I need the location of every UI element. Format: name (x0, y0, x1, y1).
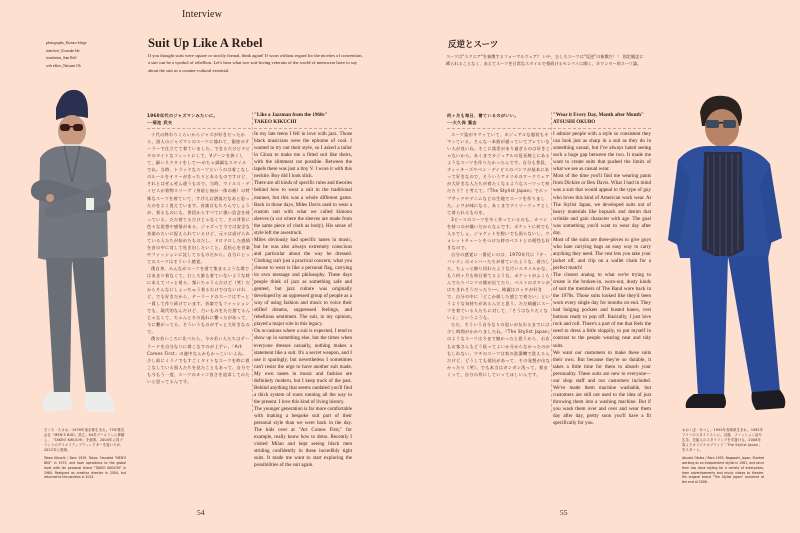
caption-en: Takeo Kikuchi / Born 1939, Tokyo. Founded "MEN'S BIGI" in 1975, and took operations to the global level with his personal brand "TAKEO KIKUCHI" in 1984. Resigned as creative director in 2004, but returned to the position in 2012. (44, 456, 126, 480)
credit-web-editor: web editor_Natsumi Oh (46, 63, 81, 68)
column-divider (147, 128, 251, 129)
section-label: Interview (182, 9, 223, 20)
column-paragraph: 3ピースのスーツを多く作っているのも、カバンを持つのが嫌いだからなんです。ポケットに何でも入るでしょ。ジャケットを脱いでも困らないし、ウォレットチェーンをつけた時のベストとの相性も好きなので。 (447, 216, 550, 250)
column-paragraph: 僕の若いころに比べたら、今の若い人たちはテーラードを自分なりに着こなすのが上手い。「Art Comes First」の連中なんかもかっこいいよね。少し前にミラノでもすごくタイトなスーツを粋に着こなしている黒人たちを見たこともあって、自分でも今もう一度、スーツのカッコ良さを追求してみたいと思ってるんです。 (147, 336, 251, 384)
caption-jp: きくち・たけお／1939年東京都生まれ。75年株式会社「MEN'S BIGI」設立。84年ブーメランに移籍し、「TAKEO KIKUCHI」を創業。2004年に同ブランドのクリエイティブディレクターを退いたが、2012年に復帰。 (44, 428, 125, 453)
column-heading: 何ヶ月も毎日、着ているのがいい。 (447, 113, 519, 118)
column-heading: "Wear it Every Day, Month after Month" (553, 112, 644, 118)
column-paragraph: 自分の感覚に一番近いのは、1970年代に『ザ・バンド』のメンバーたちが着ていたような、着古した、ちょっと擦り切れたような汚いスタイルかな。もう何ヶ月も毎日着てるような、ポケットがふくらんでたりパンツの膝が出てたり、ベストのボタンがはちきれそうだったり──。綺麗はロッチが好きで、自分の中に「どこか崩した感じで着たい」というような気持ちがあるんだと思う。ただ綺麗にスーツを着ている人たちに対して、「そうはなりたくないよ」というような。 (447, 251, 551, 321)
column-paragraph: Miles obviously had specific tastes in music, but he was also always extremely conscious and particular about the way he dressed. Clothing isn't just a practical concern; what you choose to wear is like a personal flag, carrying its own message and philosophy. These days people think of jazz as something safe and genteel, but jazz culture was originally developed by an oppressed group of people as a way of using fashion and music to voice their stifled dreams, suppressed feelings, and rebellious sentiment. The suit, in my opinion, played a major role in this legacy. (254, 236, 352, 328)
photo-atsushi-okubo (668, 90, 793, 425)
interview-column-en-okubo (553, 112, 651, 512)
column-paragraph: I admire people with a style so consistent they can look just as sharp in a suit as they do in something casual, but I've always hated seeing such a huge gap between the two. It made me want to create suits that pushed the limits of what we see as casual wear. (553, 131, 651, 173)
page-number-right: 55 (560, 508, 568, 517)
column-paragraph: The younger generation is far more comfortable with making a bespoke suit part of their personal style than we were back in the day. The kids over at "Art Comes First," for example, really know how to dress. Recently I visited Milan and kept seeing black men striding confidently in these incredibly tight suits. It made me want to start exploring the possibilities of the suit again. (254, 405, 352, 469)
interview-column-en-kikuchi (254, 112, 352, 512)
man-in-grey-suit-illustration (28, 86, 128, 426)
article-title: Suit Up Like A Rebel (148, 36, 263, 50)
column-byline: ──大久保 篤志 (447, 120, 477, 126)
column-paragraph: We want our customers to make these suits their own. But because they're so durable, it takes a little time for them to absorb your personality. These suits are new to everyone—our shop staff and our customers included. We've made them machine washable, but customers are still not used to the idea of just throwing them into a washing machine. But if you wash them over and over and wear them day after day, pretty soon you'll have a fit specifically for you. (553, 349, 651, 427)
credit-translation: translation_Sam Reff (46, 56, 77, 61)
photo-caption-okubo (682, 428, 764, 485)
credit-photographs: photographs_Kiotaro Ichige (46, 41, 87, 45)
photo-takeo-kikuchi (28, 86, 128, 426)
column-byline: ──菊池 武夫 (147, 120, 173, 126)
column-heading: 1960年代のジャズマンみたいに。 (147, 113, 219, 118)
column-separator (252, 112, 253, 412)
column-paragraph: On occasions where a suit is expected, I tend to show up in something else, but the times when everyone dresses casually, nothing makes a statement like a suit. It's a secret weapon, and I use it sparingly, but nevertheless I sometimes can't resist the urge to have another suit made. My own tastes in music and fashion are definitely modern, but I keep track of the past. Behind anything that seems outdated you'll find a thick system of roots running all the way to the present. I love this kind of living history. (254, 328, 352, 405)
interview-column-jp-okubo (447, 112, 551, 512)
column-paragraph: 十代の終わりくらいからジャズが好きだったから、黒人のジャズマンのスーツに憧れて、銀座のテーラーで仕立てて着ていました。できるだけピタピタのタイトなフィットにして、Vゾーンを狭くして、細いネクタイをして──めちゃ細細なスタイルでね。当時、トラッドなスーツというのは着こなしのルールをオリーがきっちりとあるものですけど、それとはぜんぜん違うもので。当時、マイルス・デイビスが着物スリーブ（身頃と袖が一体の袖）の特殊なスーツを着ていて、すげえお洒落だなあと思ったのをよく覚えています。音楽はもちろんでしょうが、着るものにも、普段からすべてに強い信念を持っている。ただ着てるだけじゃなくて、その背景に色々な思想や感情がある。ジャズって今では安全な音楽みたいに捉えられているけど、元々は虐げられている人たちが始めたものだし、ドロドロした感情を音の中に対して吐き出したいこと。反抗心を音楽やファッションに託してるものだから。自分にとってのスーツはそういう感覚。 (147, 132, 251, 264)
column-paragraph: 僕自身、みんながスーツを着て集まるような場ではあまり着なくて。むしろ誰も着ていないような時にあえてパッと着る。頻いちゃうんだけど（笑）だからそんなにしょっちゅう着るわけではないけれど、でも好きだから、テーラードのスーツはずっと一貫して作り続けています。音楽でもファッションでも、現代的なんだけど、古いものをただ捨てるんじゃなくて、ちゃんとその流れに繋ったがあって、今に繋がってる。そういうものがずっと大好きなので。 (147, 265, 251, 335)
column-divider (553, 128, 651, 129)
man-in-blue-suit-illustration (668, 90, 793, 425)
staff-credits (46, 40, 106, 70)
column-paragraph: In my late teens I fell in love with jazz. Those black musicians were the epitome of cool. I wanted to try out their style, so I asked a tailor in Ginza to make me a fitted suit like theirs, with the slimmest cut possible. Between the lapels there was just a tiny V. I wore it with this necktie. Boy did I look slick. (254, 131, 352, 180)
column-paragraph: Most of the time you'll find me wearing pants from Dickies or Ben Davis. What I had in mind was a suit that would appeal to the type of guy who loves this kind of American work wear. At The Stylist Japan, we developed suits out of heavy materials like hopsack and denim that wrinkle and gain character with age. The goal was something you'd want to wear day after day. (553, 173, 651, 236)
caption-en: Atsushi Okubo / Born 1955, Nagasaki, Japan. Started working as an independent stylist in 1981, and since then has done styling for a variety of enterprises, from advertisements and music videos to theatre. His original brand "The Stylist Japan" launched at the end of 2008. (682, 456, 764, 484)
article-title-jp: 反逆とスーツ (448, 40, 499, 50)
credit-interview: interview_Kousuke Ide (46, 48, 80, 53)
column-paragraph: The closest analog to what we're trying to create is the broken-in, worn-out, dusty kinds of suit the members of The Band wore back in the 1970s. Those suits looked like they'd been worn every single day for months on end. They had bulging pockets and busted knees, vest buttons ready to pop off. Basically, I just love rock and roll. There's a part of me that feels the need to dress a little sloppily, to put myself in contrast to the people wearing neat and tidy suits. (553, 272, 651, 349)
column-paragraph: There are all kinds of specific rules and theories behind how to wear a suit in the traditional manner, but this was a whole different game. Back in those days, Miles Davis used to wear a custom suit with what we called kimono sleeves (a cut where the sleeves are made from the same piece of cloth as body). His sense of style left me awestruck. (254, 180, 352, 236)
column-divider (254, 128, 352, 129)
column-divider (447, 128, 551, 129)
interview-column-jp-kikuchi (147, 112, 251, 512)
column-heading: "Like a Jazzman from the 1960s" (254, 112, 328, 118)
article-deck-jp: スーツは"スクエア"を象徴するフォーマルウェア？ いや、むしろスーツは"反逆"の象徴だ！！ 固定観念に縛られることなく、あえてスーツを日常なスタイルで着続けるセンパイに聞く、カウンター的スーツ論。 (446, 54, 644, 67)
column-paragraph: Most of the suits are three-pieces to give guys who hate carrying bags an easy way to carry anything they need. The vest lets you take your jacket off, and clip on a wallet chain for a perfect match! (553, 236, 651, 271)
column-separator (551, 112, 552, 412)
column-paragraph: スーツ姿がキマッていて、カジュアルな服装もキマッている。そんな一本筋が通っていてブレていない人が良いね。そこに落差があり過ぎるのは好きじゃないから。あくまでカジュアルの延長線上にあるようなスーツを作りたかったんです。自分も普段、ディッキーズやベン・デイビスのパンツが基本にあって好きなので、そういうアメリカのワークウェアが大好きな人たちが着たくなるようなスーツって何だろう？と考えて。『The Stylist Japan』でホップサックやデニムなどの生地でスーツを作りました。シワが味になる、あくまでデイリーウェアとして着られるものを。 (447, 132, 551, 215)
column-byline: TAKEO KIKUCHI (254, 119, 297, 126)
page-number-left: 54 (197, 508, 205, 517)
caption-jp: おおくぼ・あつし／1955年長崎県生まれ。1981年フリーのスタイリストに。以後、ファッション誌や広告、芸能人のスタイリングを手掛ける。2008年春よりオリジナルブランド「The Stylist Japan」をスタート。 (682, 428, 764, 453)
column-paragraph: ただ、そういう自分なりの思いが伝わるまでには少し時間がかかりましたね。『The Stylist Japan』のようなスーツは今まで無かったと思うから、お店もお客さんもどう扱ってよいか分からなかったのかもしれない。ウチのスーツは家の洗濯機で洗えるんだけど、どうしても抵抗があって、その発想が出なかったり（笑）。でも本当はガンガン洗って、着まくって、自分の形にしていってほしいんです。 (447, 322, 551, 377)
article-deck: If you thought suits were square or strictly formal, think again! If worn without regard for the niceties of convention, a suit can be a symbol of rebellion. Let's hear what two suit-loving veterans of the world of menswear have to say about the suit as a counter-cultural essential. (148, 53, 363, 73)
column-byline: ATSUSHI OKUBO (553, 119, 596, 126)
photo-caption-kikuchi (44, 428, 126, 480)
